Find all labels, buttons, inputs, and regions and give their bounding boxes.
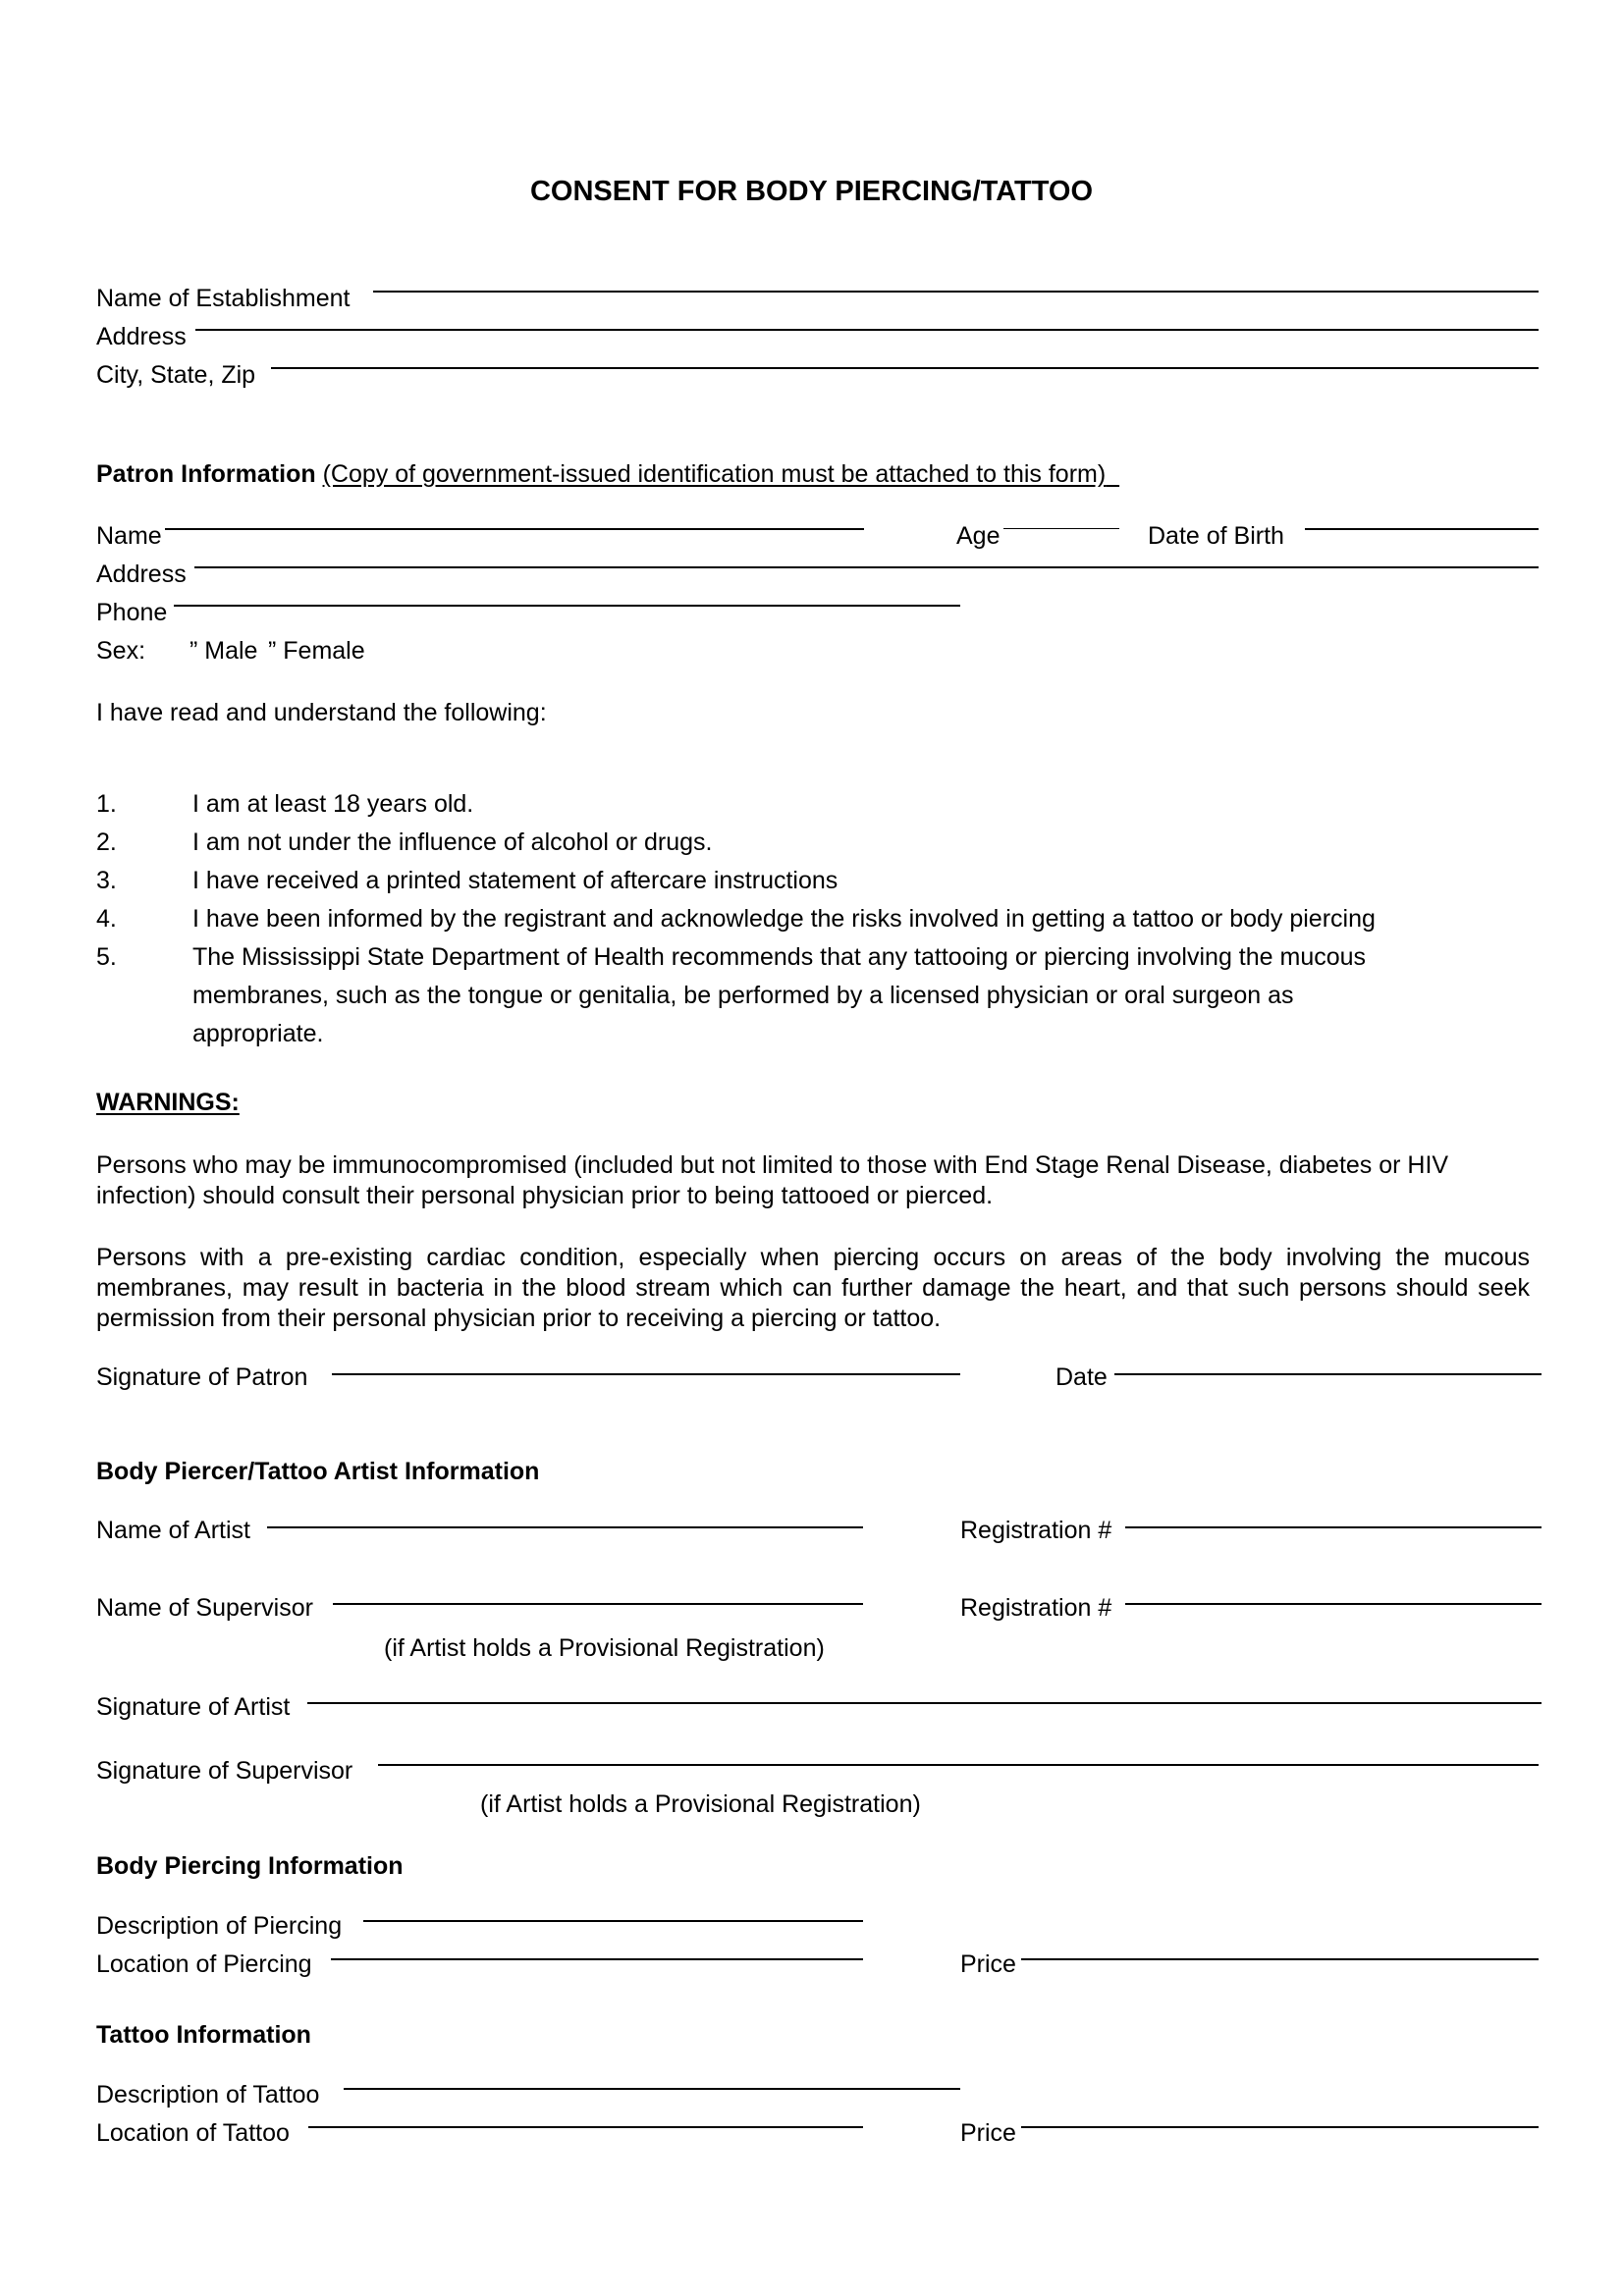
piercing-section-heading: Body Piercing Information (96, 1852, 404, 1880)
item-number: 1. (96, 790, 117, 818)
establishment-address-label: Address (96, 323, 187, 350)
warning-paragraph-cardiac: Persons with a pre-existing cardiac condition, especially when piercing occurs on areas of the body involving the mucous membranes, may result in bacteria in the blood stream which can further damage the heart, and that such persons should seek permission from their personal physician prior to receiving a piercing or tattoo. (96, 1244, 1530, 1332)
item-number: 5. (96, 943, 117, 971)
artist-registration-field[interactable] (1125, 1526, 1542, 1528)
sex-option-female[interactable]: ” Female (268, 637, 365, 665)
artist-name-label: Name of Artist (96, 1517, 250, 1544)
tattoo-location-label: Location of Tattoo (96, 2119, 290, 2147)
supervisor-registration-field[interactable] (1125, 1603, 1542, 1605)
artist-signature-field[interactable] (307, 1702, 1542, 1704)
patron-phone-label: Phone (96, 599, 168, 626)
piercing-description-label: Description of Piercing (96, 1912, 343, 1940)
acknowledgement-item: I am not under the influence of alcohol or drugs. (192, 828, 713, 856)
patron-date-label: Date (1055, 1363, 1108, 1391)
sex-option-male[interactable]: ” Male (189, 637, 258, 665)
supervisor-signature-field[interactable] (378, 1764, 1539, 1766)
item-number: 2. (96, 828, 117, 856)
artist-signature-label: Signature of Artist (96, 1693, 291, 1721)
patron-age-field[interactable] (1003, 528, 1119, 529)
tattoo-description-field[interactable] (344, 2088, 960, 2090)
patron-name-label: Name (96, 522, 162, 550)
establishment-name-label: Name of Establishment (96, 285, 351, 312)
patron-phone-field[interactable] (174, 605, 960, 607)
item-number: 4. (96, 905, 117, 933)
patron-signature-label: Signature of Patron (96, 1363, 308, 1391)
patron-heading: Patron Information (96, 460, 316, 488)
artist-section-heading: Body Piercer/Tattoo Artist Information (96, 1458, 540, 1485)
patron-age-label: Age (956, 522, 1001, 550)
acknowledgement-item-continued: membranes, such as the tongue or genitalia, be performed by a licensed physician or oral surgeon as (192, 982, 1294, 1009)
supervisor-provisional-note: (if Artist holds a Provisional Registration) (384, 1634, 825, 1662)
warning-paragraph-immunocompromised: Persons who may be immunocompromised (included but not limited to those with End Stage Renal Disease, diabetes or HIV infection) should consult their personal physician prior to being tattooed or pierced. (96, 1151, 1449, 1209)
warnings-heading: WARNINGS: (96, 1089, 240, 1116)
piercing-price-field[interactable] (1021, 1958, 1539, 1960)
artist-registration-label: Registration # (960, 1517, 1112, 1544)
page-title: CONSENT FOR BODY PIERCING/TATTOO (529, 176, 1094, 207)
patron-date-field[interactable] (1114, 1373, 1542, 1375)
establishment-address-field[interactable] (195, 329, 1539, 331)
supervisor-signature-provisional-note: (if Artist holds a Provisional Registration) (480, 1790, 921, 1818)
patron-dob-label: Date of Birth (1148, 522, 1284, 550)
tattoo-price-field[interactable] (1021, 2126, 1539, 2128)
supervisor-name-field[interactable] (333, 1603, 863, 1605)
piercing-location-label: Location of Piercing (96, 1950, 312, 1978)
establishment-name-field[interactable] (373, 291, 1539, 293)
piercing-price-label: Price (960, 1950, 1016, 1978)
tattoo-price-label: Price (960, 2119, 1016, 2147)
acknowledgement-item: The Mississippi State Department of Health recommends that any tattooing or piercing involving the mucous (192, 943, 1367, 971)
establishment-city-label: City, State, Zip (96, 361, 256, 389)
patron-name-field[interactable] (165, 528, 864, 530)
tattoo-description-label: Description of Tattoo (96, 2081, 320, 2109)
patron-address-field[interactable] (194, 566, 1539, 568)
patron-heading-row (96, 462, 1119, 487)
patron-signature-field[interactable] (332, 1373, 960, 1375)
acknowledgement-item: I have received a printed statement of aftercare instructions (192, 867, 839, 894)
item-number: 3. (96, 867, 117, 894)
supervisor-signature-label: Signature of Supervisor (96, 1757, 353, 1785)
patron-sex-label: Sex: (96, 637, 146, 665)
patron-id-note: (Copy of government-issued identification must be attached to this form) (322, 460, 1107, 488)
patron-address-label: Address (96, 561, 187, 588)
piercing-location-field[interactable] (331, 1958, 863, 1960)
patron-dob-field[interactable] (1305, 528, 1539, 530)
artist-name-field[interactable] (267, 1526, 863, 1528)
acknowledgement-item-continued: appropriate. (192, 1020, 324, 1047)
supervisor-registration-label: Registration # (960, 1594, 1112, 1622)
acknowledgement-item: I am at least 18 years old. (192, 790, 474, 818)
acknowledgement-intro: I have read and understand the following: (96, 699, 547, 726)
piercing-description-field[interactable] (363, 1920, 863, 1922)
tattoo-section-heading: Tattoo Information (96, 2021, 311, 2049)
acknowledgement-item: I have been informed by the registrant and acknowledge the risks involved in getting a tattoo or body piercing (192, 905, 1376, 933)
supervisor-name-label: Name of Supervisor (96, 1594, 313, 1622)
establishment-city-field[interactable] (271, 367, 1539, 369)
tattoo-location-field[interactable] (308, 2126, 863, 2128)
